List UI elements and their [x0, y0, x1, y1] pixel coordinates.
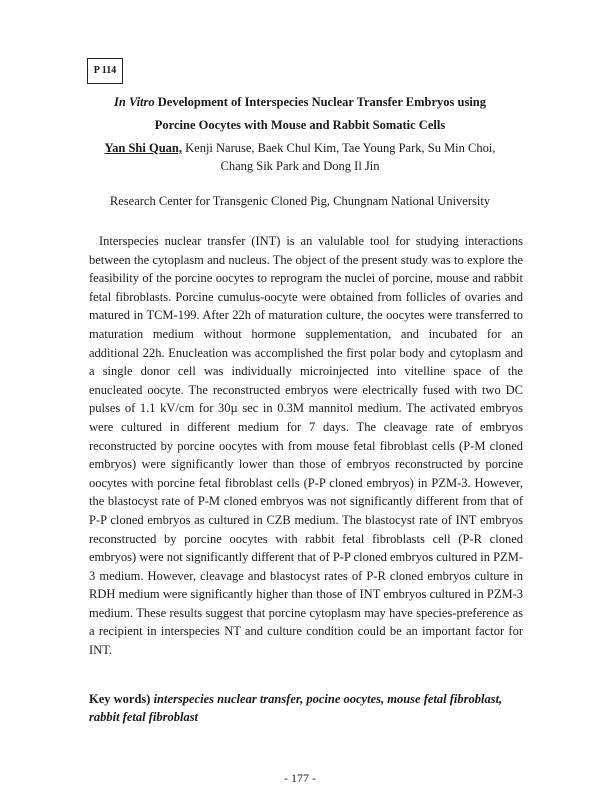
abstract-tag: P 114 [87, 58, 123, 84]
keywords [89, 690, 529, 726]
title-line-1-rest: Development of Interspecies Nuclear Transfer Embryos using [154, 95, 486, 109]
keywords-text: interspecies nuclear transfer, pocine oocytes, mouse fetal fibroblast, rabbit fetal fibroblast [89, 692, 503, 724]
abstract-body: Interspecies nuclear transfer (INT) is an valulable tool for studying interactions between the cytoplasm and nucleus. The object of the present study was to explore the feasibility of the porcine oocytes to reprogram the nuclei of porcine, mouse and rabbit fetal fibroblasts. Porcine cumulus-oocyte were obtained from follicles of ovaries and matured in TCM-199. After 22h of maturation culture, the oocytes were transferred to maturation medium without hormone supplementation, and incubated for an additional 22h. Enucleation was accomplished the first polar body and cytoplasm and a single donor cell was individually microinjected into vitelline space of the enucleated oocyte. The reconstructed embryos were electrically fused with two DC pulses of 1.1 kV/cm for 30µ sec in 0.3M mannitol medium. The activated embryos were cultured in different medium for 7 days. The cleavage rate of embryos reconstructed by porcine oocytes with from mouse fetal fibroblast cells (P-M cloned embryos) were significantly lower than those of embryos reconstructed by porcine oocytes with porcine fetal fibroblast cells (P-P cloned embryos) in PZM-3. However, the blastocyst rate of P-M cloned embryos was not significantly different from that of P-P cloned embryos as cultured in CZB medium. The blastocyst rate of INT embryos reconstructed by porcine oocytes with rabbit fetal fibroblasts cell (P-R cloned embryos) were not significantly different that of P-P cloned embryos cultured in PZM-3 medium. However, cleavage and blastocyst rates of P-R cloned embryos culture in RDH medium were significantly higher than those of INT embryos cultured in PZM-3 medium. These results suggest that porcine cytoplasm may have species-preference as a recipient in interspecies NT and culture condition could be an important factor for INT. [89, 234, 523, 658]
page-number: - 177 - [284, 771, 316, 785]
authors-line-1-rest: Kenji Naruse, Baek Chul Kim, Tae Young Park, Su Min Choi, [182, 141, 496, 155]
authors [60, 139, 540, 175]
title-line-1 [60, 94, 540, 110]
title-italic: In Vitro [114, 95, 155, 109]
presenting-author: Yan Shi Quan, [104, 141, 182, 155]
authors-line-1 [60, 139, 540, 157]
authors-line-2: Chang Sik Park and Dong Il Jin [220, 159, 380, 173]
keywords-label: Key words) [89, 692, 151, 706]
affiliation: Research Center for Transgenic Cloned Pig, Chungnam National University [109, 194, 491, 208]
title-line-2: Porcine Oocytes with Mouse and Rabbit Somatic Cells [154, 118, 446, 132]
